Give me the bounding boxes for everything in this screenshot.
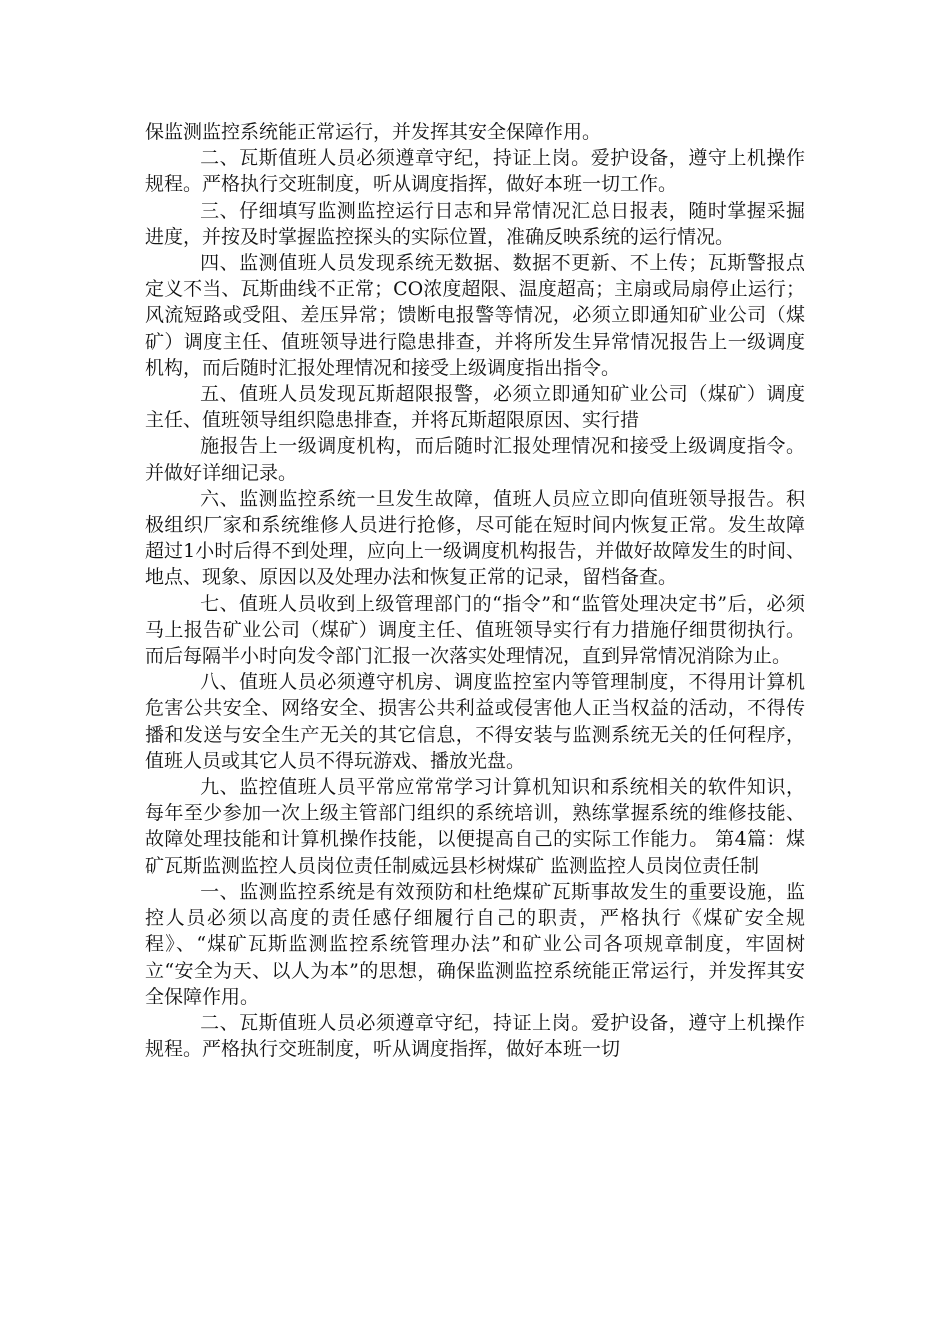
paragraph-item-8: 八、值班人员必须遵守机房、调度监控室内等管理制度，不得用计算机危害公共安全、网络安全、损害公共利益或侵害他人正当权益的活动，不得传播和发送与安全生产无关的其它信息，不得安装与监测系统无关的任何程序，值班人员或其它人员不得玩游戏、播放光盘。	[145, 671, 805, 772]
paragraph-item-7: 七、值班人员收到上级管理部门的“指令”和“监管处理决定书”后，必须马上报告矿业公司（煤矿）调度主任、值班领导实行有力措施仔细贯彻执行。而后每隔半小时向发令部门汇报一次落实处理情况，直到异常情况消除为止。	[145, 592, 805, 668]
paragraph-item-3: 三、仔细填写监测监控运行日志和异常情况汇总日报表，随时掌握采掘进度，并按及时掌握监控探头的实际位置，准确反映系统的运行情况。	[145, 199, 805, 248]
paragraph-item-9: 九、监控值班人员平常应常常学习计算机知识和系统相关的软件知识，每年至少参加一次上级主管部门组织的系统培训，熟练掌握系统的维修技能、故障处理技能和计算机操作技能，以便提高自己的实际工作能力。 第4篇：煤矿瓦斯监测监控人员岗位责任制威远县杉树煤矿 监测监控人员岗位责任制	[145, 776, 805, 877]
paragraph-section4-item-2: 二、瓦斯值班人员必须遵章守纪，持证上岗。爱护设备，遵守上机操作规程。严格执行交班制度，听从调度指挥，做好本班一切	[145, 1011, 805, 1061]
document-page	[145, 119, 805, 1062]
paragraph-item-5-continued: 施报告上一级调度机构，而后随时汇报处理情况和接受上级调度指令。并做好详细记录。	[145, 435, 805, 484]
paragraph-section4-item-1: 一、监测监控系统是有效预防和杜绝煤矿瓦斯事故发生的重要设施，监控人员必须以高度的责任感仔细履行自己的职责，严格执行《煤矿安全规程》、“煤矿瓦斯监测监控系统管理办法”和矿业公司各项规章制度，牢固树立“安全为天、以人为本”的思想，确保监测监控系统能正常运行，并发挥其安全保障作用。	[145, 880, 805, 1008]
paragraph-item-6: 六、监测监控系统一旦发生故障，值班人员应立即向值班领导报告。积极组织厂家和系统维修人员进行抢修，尽可能在短时间内恢复正常。发生故障超过1小时后得不到处理，应向上一级调度机构报告，并做好故障发生的时间、地点、现象、原因以及处理办法和恢复正常的记录，留档备查。	[145, 487, 805, 589]
paragraph-continuation: 保监测监控系统能正常运行，并发挥其安全保障作用。	[145, 121, 602, 143]
paragraph-item-4: 四、监测值班人员发现系统无数据、数据不更新、不上传；瓦斯警报点定义不当、瓦斯曲线不正常；CO浓度超限、温度超高；主扇或局扇停止运行；风流短路或受阻、差压异常；馈断电报警等情况，必须立即通知矿业公司（煤矿）调度主任、值班领导进行隐患排查，并将所发生异常情况报告上一级调度机构，而后随时汇报处理情况和接受上级调度指出指令。	[145, 252, 805, 379]
paragraph-item-2: 二、瓦斯值班人员必须遵章守纪，持证上岗。爱护设备，遵守上机操作规程。严格执行交班制度，听从调度指挥，做好本班一切工作。	[145, 147, 805, 196]
paragraph-item-5: 五、值班人员发现瓦斯超限报警，必须立即通知矿业公司（煤矿）调度主任、值班领导组织隐患排查，并将瓦斯超限原因、实行措	[145, 383, 805, 432]
